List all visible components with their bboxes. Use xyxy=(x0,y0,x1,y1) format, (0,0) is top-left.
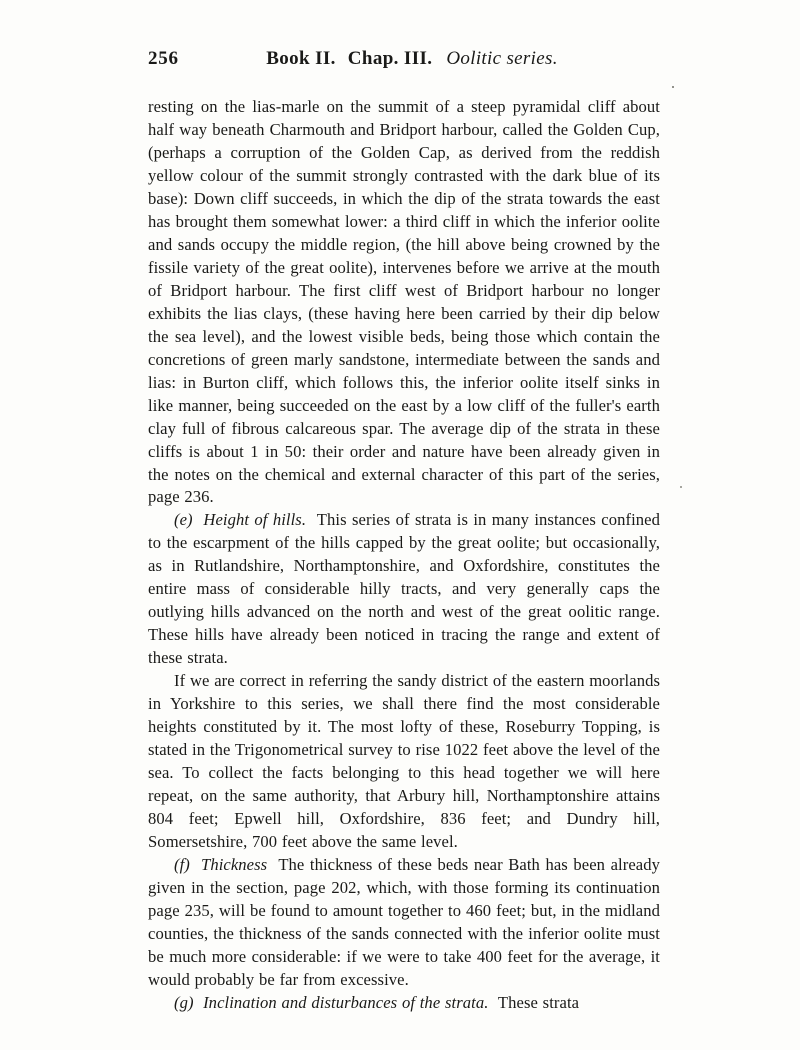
section-marker-f: (f) xyxy=(174,854,190,874)
section-marker-g: (g) xyxy=(174,992,194,1012)
section-heading-height-of-hills: Height of hills. xyxy=(203,510,307,530)
header-title: Oolitic series. xyxy=(446,48,558,69)
paragraph-1-text: resting on the lias-marle on the summit of a steep pyramidal cliff about half way beneath Charmouth and Bridport harbour, called the Golden Cup, (perhaps a corruption of the Golden Cap, as derived from the reddish yellow colour of the summit strongly contrasted with the dark blue of its base): Down cliff succeeds, in which the dip of the strata towards the east has brought them somewhat lower: a third cliff in which the inferior oolite and sands occupy the middle region, (the hill above being crowned by the fissile variety of the great oolite), intervenes before we arrive at the mouth of Bridport harbour. The first cliff west of Bridport harbour no longer exhibits the lias clays, (these having here been carried by their dip below the sea level), and the lowest visible beds, being those which contain the concretions of green marly sandstone, intermediate between the sands and lias: in Burton cliff, which follows this, the inferior oolite itself sinks in like manner, being succeeded on the east by a low cliff of the fuller's earth clay full of fibrous calcareous spar. The average dip of the strata in these cliffs is about 1 in 50: their order and nature have been already given in the notes on the chemical and external character of this part of the series, page 236. xyxy=(148,97,660,507)
header-book: Book II. xyxy=(266,48,336,69)
paragraph-1 xyxy=(148,96,660,509)
running-head xyxy=(148,48,660,70)
paragraph-4 xyxy=(148,854,660,992)
paragraph-3-text: If we are correct in referring the sandy district of the eastern moorlands in Yorkshire to this series, we shall there find the most considerable heights constituted by it. The most lofty of these, Roseburry Topping, is stated in the Trigonometrical survey to rise 1022 feet above the level of the sea. To collect the facts belonging to this head together we will here repeat, on the same authority, that Arbury hill, Northamptonshire attains 804 feet; Epwell hill, Oxfordshire, 836 feet; and Dundry hill, Somersetshire, 700 feet above the same level. xyxy=(148,671,660,851)
paragraph-3 xyxy=(148,670,660,854)
section-heading-thickness: Thickness xyxy=(201,854,268,874)
header-center xyxy=(220,48,660,70)
page-number: 256 xyxy=(148,48,179,69)
page-content xyxy=(148,48,660,1015)
paragraph-4-text: The thickness of these beds near Bath has been already given in the section, page 202, which, with those forming its continuation page 235, will be found to amount together to 460 feet; but, in the midland counties, the thickness of the sands connected with the inferior oolite must be much more considerable: if we were to take 400 feet for the average, it would probably be far from excessive. xyxy=(148,854,660,989)
paragraph-2-text: This series of strata is in many instances confined to the escarpment of the hills capped by the great oolite; but occasionally, as in Rutlandshire, Northamptonshire, and Oxfordshire, constitutes the entire mass of considerable hilly tracts, and very generally caps the outlying hills advanced on the north and west of the great oolitic range. These hills have already been noticed in tracing the range and extent of these strata. xyxy=(148,510,660,668)
paragraph-2 xyxy=(148,509,660,670)
page-speck-secondary xyxy=(680,486,682,488)
paragraph-5-text: These strata xyxy=(497,992,580,1012)
section-marker-e: (e) xyxy=(174,510,193,530)
body-text xyxy=(148,96,660,1015)
paragraph-5 xyxy=(148,992,660,1015)
section-heading-inclination: Inclination and disturbances of the strata. xyxy=(203,992,489,1012)
header-chapter: Chap. III. xyxy=(347,48,433,69)
page-speck xyxy=(672,86,674,88)
